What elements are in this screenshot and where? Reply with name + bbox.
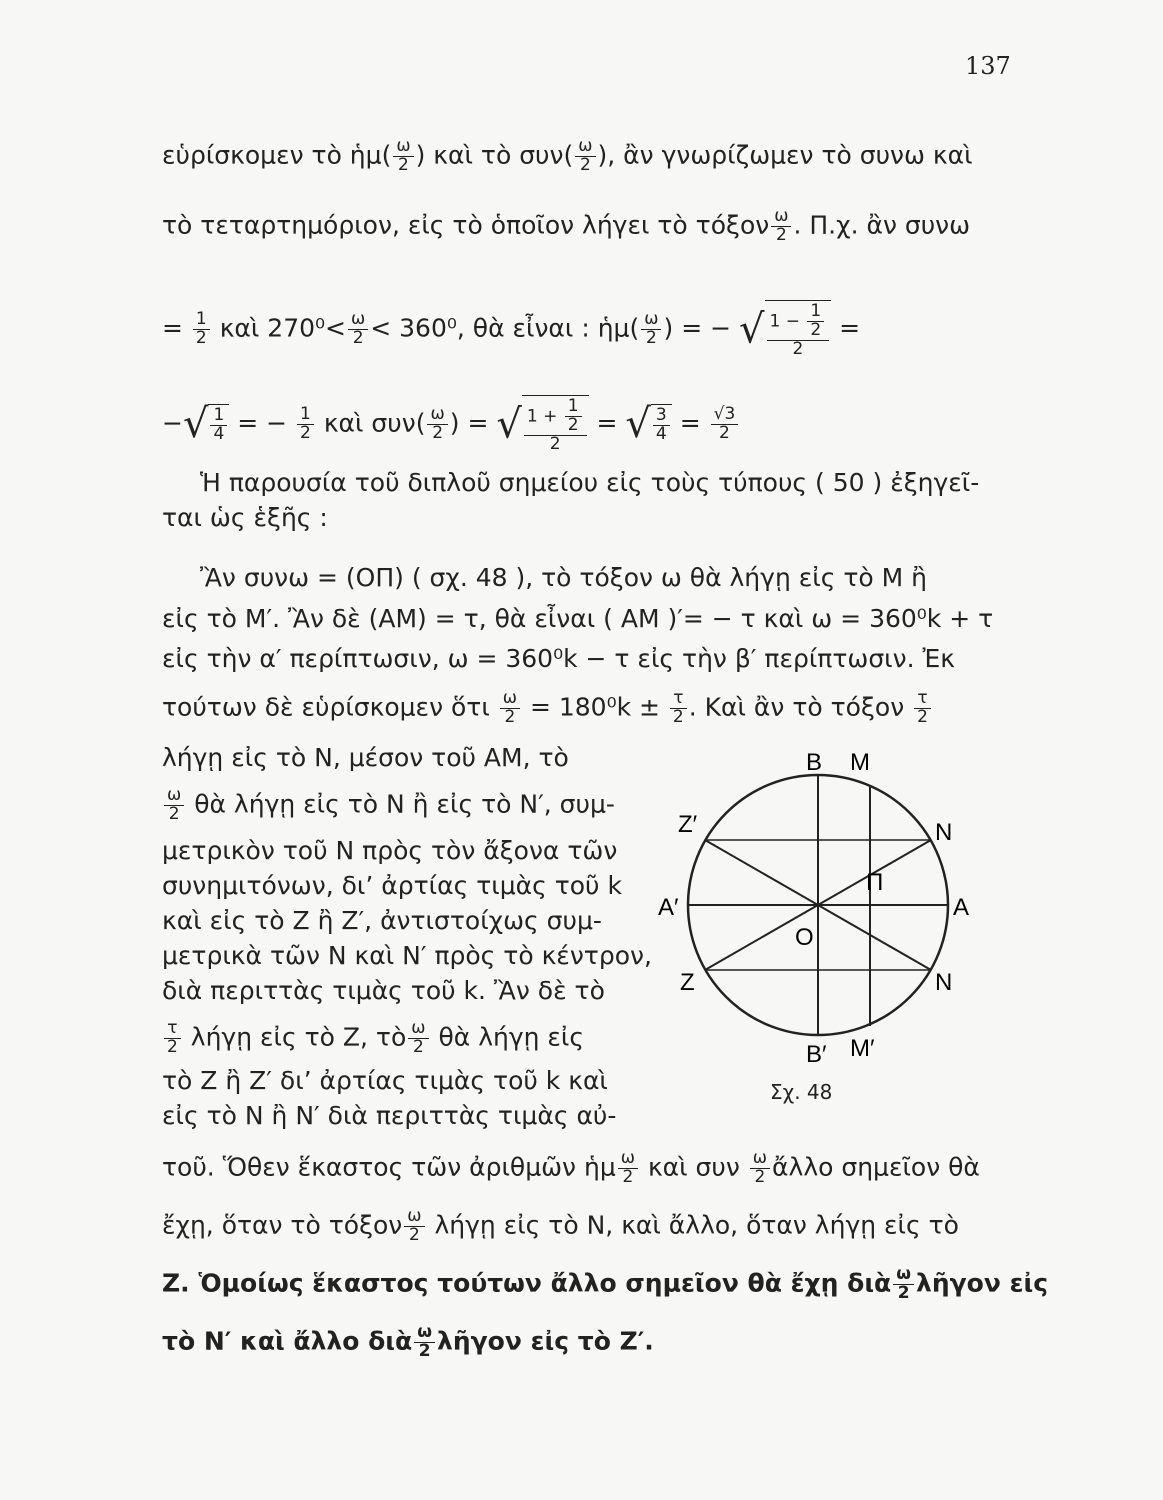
fraction: $\frac{\tau}{2}$ [164,1020,181,1057]
fraction: $\frac{\omega}{2}$ [750,1150,770,1187]
text-line-11: λήγῃ εἰς τὸ Ν, μέσον τοῦ ΑΜ, τὸ [162,743,569,772]
text-line-24 [162,1324,654,1361]
sqrt: √ $\frac{1}{4}$ [183,404,229,444]
sqrt: √ 1 + $\frac{1}{2}$ 2 [496,395,588,454]
text: . Π.χ. ἂν συνω [793,210,971,240]
text-line-1 [162,138,973,175]
text: καὶ συν [647,1152,740,1182]
text-line-22 [162,1208,959,1245]
text: λῆγον εἰς [916,1268,1049,1298]
paren: ) [449,408,460,438]
text: εὑρίσκομεν τὸ ἡμ [162,140,382,170]
text-line-6: ται ὡς ἑξῆς : [162,503,328,532]
text: = [596,408,618,438]
label-N2: Ν [935,969,953,996]
text-line-13: μετρικὸν τοῦ Ν πρὸς τὸν ἄξονα τῶν [162,836,618,865]
text-line-8: εἰς τὸ Μ′. Ἂν δὲ (ΑΜ) = τ, θὰ εἶναι ( ΑΜ )′= − τ καὶ ω = 360⁰k + τ [162,604,994,633]
text: Ζ. Ὁμοίως ἕκαστος τούτων ἄλλο σημεῖον θὰ ἔχῃ διὰ [162,1268,892,1298]
label-Mp: Μ′ [850,1035,875,1062]
paren: ) [415,140,426,170]
text: = − [681,313,732,343]
fraction: $\frac{\omega}{2}$ [575,138,595,175]
text: = [679,408,701,438]
label-N: Ν [935,819,953,846]
fraction: $\frac{\omega}{2}$ [164,787,184,824]
text-line-20: εἰς τὸ Ν ἢ Ν′ διὰ περιττὰς τιμὰς αὐ- [162,1101,617,1130]
label-B: Β [806,749,823,776]
text: καὶ συν [323,408,416,438]
figure-48 [650,740,990,1130]
fraction: $\frac{\omega}{2}$ [393,138,413,175]
text-line-19: τὸ Ζ ἢ Ζ′ δι’ ἀρτίας τιμὰς τοῦ k καὶ [162,1066,608,1095]
fraction: $\frac{\omega}{2}$ [427,406,447,443]
label-A: Α [953,894,970,921]
text: , ἂν γνωρίζωμεν τὸ συνω καὶ [607,140,973,170]
label-Zp: Ζ′ [678,811,698,838]
text: ἄλλο σημεῖον θὰ [772,1152,980,1182]
text: λήγῃ εἰς τὸ Ζ, τὸ [190,1022,407,1052]
text-line-14: συνημιτόνων, δι’ ἀρτίας τιμὰς τοῦ k [162,871,622,900]
paren: ( [563,140,574,170]
paren: ( [415,408,426,438]
paren: ) [663,313,674,343]
page-number: 137 [965,52,1011,80]
text: < 360⁰, θὰ εἶναι : [370,313,590,343]
label-Bp: Β′ [806,1041,827,1068]
fraction: $\frac{\omega}{2}$ [348,311,368,348]
text-line-15: καὶ εἰς τὸ Ζ ἢ Ζ′, ἀντιστοίχως συμ- [162,906,602,935]
text: τοῦ. Ὅθεν ἕκαστος τῶν ἀριθμῶν ἡμ [162,1152,616,1182]
paren: ( [381,140,392,170]
text: = [467,408,489,438]
fraction: $\frac{\omega}{2}$ [408,1020,428,1057]
paren: ) [597,140,608,170]
text-line-7: Ἂν συνω = (ΟΠ) ( σχ. 48 ), τὸ τόξον ω θὰ λήγῃ εἰς τὸ Μ ἢ [200,563,927,592]
text: = [839,313,861,343]
text: καὶ 270⁰< [219,313,346,343]
label-Z: Ζ [680,969,695,996]
text: τούτων δὲ εὑρίσκομεν ὅτι [162,692,490,722]
text: ἔχῃ, ὅταν τὸ τόξον [162,1210,403,1240]
text-line-5: Ἡ παρουσία τοῦ διπλοῦ σημείου εἰς τοὺς τύπους ( 50 ) ἐξηγεῖ- [200,468,980,497]
paren: ( [629,313,640,343]
label-P: Π [866,869,884,896]
text: λήγῃ εἰς τὸ Ν, καὶ ἄλλο, ὅταν λήγῃ εἰς τὸ [434,1210,959,1240]
figure-caption: Σχ. 48 [770,1080,833,1104]
text-line-12 [162,787,615,824]
fraction: $\frac{\omega}{2}$ [500,690,520,727]
label-O: Ο [795,924,814,951]
label-Ap: Α′ [658,894,679,921]
text-line-18 [162,1020,584,1057]
fraction: $\frac{\tau}{2}$ [914,690,931,727]
fraction: $\frac{\omega}{2}$ [641,311,661,348]
fraction: $\frac{1}{2}$ [193,311,210,348]
fraction: $\frac{\omega}{2}$ [893,1266,914,1303]
text: καὶ τὸ συν [433,140,564,170]
sqrt: √ 1 − $\frac{1}{2}$ 2 [739,300,831,359]
text-line-17: διὰ περιττὰς τιμὰς τοῦ k. Ἂν δὲ τὸ [162,976,605,1005]
text: = − [237,408,288,438]
fraction: $\frac{√3}{2}$ [711,406,739,443]
text: τὸ τεταρτημόριον, εἰς τὸ ὁποῖον λήγει τὸ τόξον [162,210,770,240]
text: . Καὶ ἂν τὸ τόξον [688,692,905,722]
text: − [162,408,183,438]
sqrt: √ $\frac{3}{4}$ [625,404,671,444]
text: ἡμ [597,313,630,343]
fraction: $\frac{1}{2}$ [297,406,314,443]
circle-diagram [650,740,990,1130]
text: = [162,313,183,343]
text-line-16: μετρικὰ τῶν Ν καὶ Ν′ πρὸς τὸ κέντρον, [162,941,652,970]
fraction: $\frac{\omega}{2}$ [771,208,791,245]
fraction: $\frac{\tau}{2}$ [670,690,687,727]
fraction: $\frac{\omega}{2}$ [404,1208,424,1245]
text-line-9: εἰς τὴν α′ περίπτωσιν, ω = 360⁰k − τ εἰς τὴν β′ περίπτωσιν. Ἐκ [162,644,956,673]
text-line-21 [162,1150,980,1187]
text-line-2 [162,208,970,245]
text: θὰ λήγῃ εἰς [438,1022,585,1052]
text: λῆγον εἰς τὸ Ζ′. [437,1326,654,1356]
fraction: $\frac{\omega}{2}$ [414,1324,435,1361]
text-line-10 [162,690,933,727]
text: τὸ Ν′ καὶ ἄλλο διὰ [162,1326,413,1356]
text: = 180⁰k ± [529,692,660,722]
text-line-4 [162,395,740,454]
text-line-23 [162,1266,1048,1303]
text: θὰ λήγῃ εἰς τὸ Ν ἢ εἰς τὸ Ν′, συμ- [194,789,615,819]
text-line-3 [162,300,860,359]
label-M: Μ [850,749,870,776]
fraction: $\frac{\omega}{2}$ [618,1150,638,1187]
